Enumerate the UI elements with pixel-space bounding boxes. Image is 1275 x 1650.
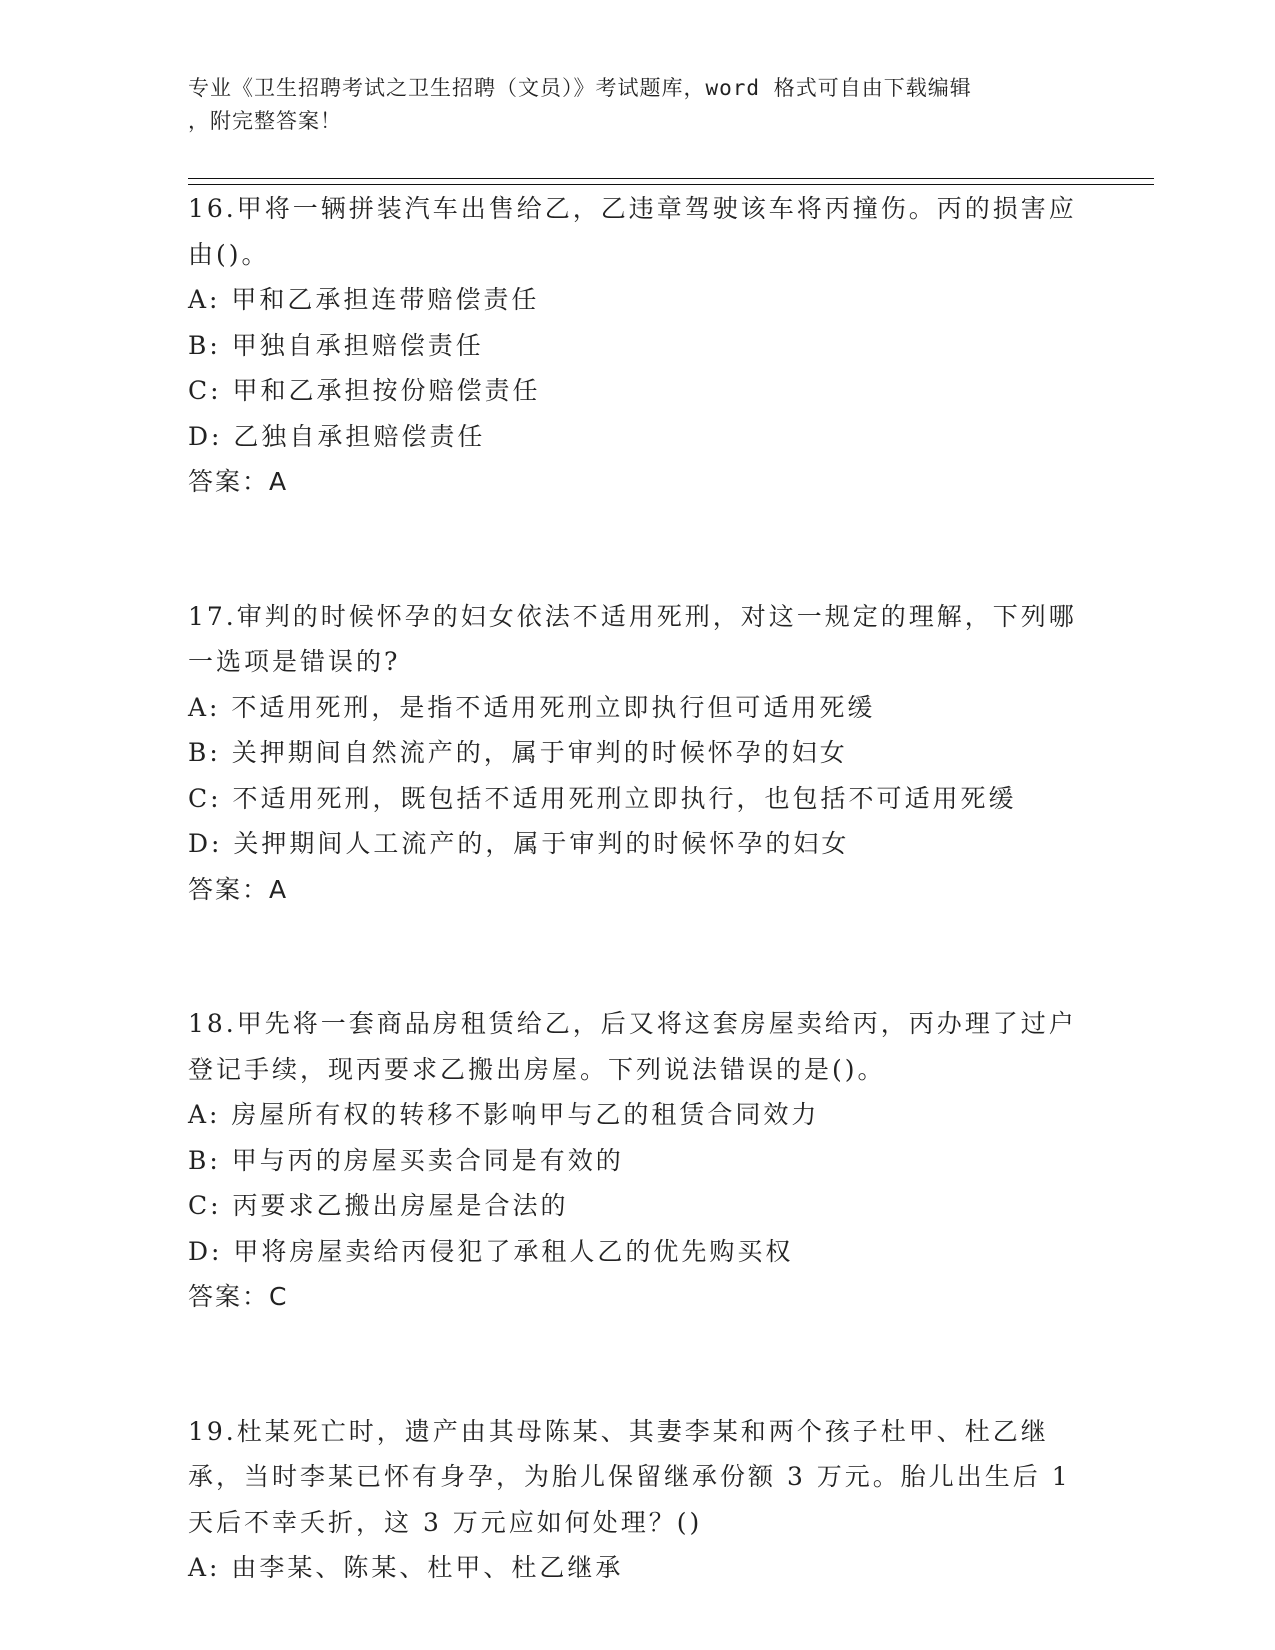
question-stem: 16.甲将一辆拼装汽车出售给乙，乙违章驾驶该车将丙撞伤。丙的损害应由()。 bbox=[188, 194, 1077, 269]
question-17 bbox=[188, 594, 1088, 913]
header-line-1: 专业《卫生招聘考试之卫生招聘（文员）》考试题库，word 格式可自由下载编辑 bbox=[188, 76, 972, 100]
option-c: C: 丙要求乙搬出房屋是合法的 bbox=[188, 1191, 569, 1220]
option-d: D: 乙独自承担赔偿责任 bbox=[188, 421, 486, 451]
question-stem: 17.审判的时候怀孕的妇女依法不适用死刑，对这一规定的理解，下列哪一选项是错误的? bbox=[188, 601, 1077, 676]
answer: 答案：A bbox=[188, 467, 289, 496]
document-header bbox=[188, 72, 1068, 138]
question-list bbox=[188, 186, 1088, 1591]
option-b: B: 关押期间自然流产的，属于审判的时候怀孕的妇女 bbox=[188, 738, 848, 767]
option-c: C: 甲和乙承担按份赔偿责任 bbox=[188, 376, 541, 405]
option-d: D: 关押期间人工流产的，属于审判的时候怀孕的妇女 bbox=[188, 829, 850, 858]
answer: 答案：A bbox=[188, 874, 289, 904]
option-a: A: 不适用死刑，是指不适用死刑立即执行但可适用死缓 bbox=[188, 692, 876, 722]
option-a: A: 由李某、陈某、杜甲、杜乙继承 bbox=[188, 1553, 624, 1582]
question-18 bbox=[188, 1001, 1088, 1320]
question-stem: 19.杜某死亡时，遗产由其母陈某、其妻李某和两个孩子杜甲、杜乙继承，当时李某已怀有身孕，为胎儿保留继承份额 3 万元。胎儿出生后 1 天后不幸夭折，这 3 万元应如何处理？() bbox=[188, 1416, 1071, 1537]
option-a: A: 房屋所有权的转移不影响甲与乙的租赁合同效力 bbox=[188, 1100, 820, 1129]
option-b: B: 甲与丙的房屋买卖合同是有效的 bbox=[188, 1145, 624, 1175]
question-16 bbox=[188, 186, 1088, 505]
header-line-2: ，附完整答案！ bbox=[188, 109, 342, 133]
answer: 答案：C bbox=[188, 1282, 289, 1311]
question-stem: 18.甲先将一套商品房租赁给乙，后又将这套房屋卖给丙，丙办理了过户登记手续，现丙要求乙搬出房屋。下列说法错误的是()。 bbox=[188, 1009, 1077, 1084]
question-19 bbox=[188, 1409, 1088, 1591]
option-a: A: 甲和乙承担连带赔偿责任 bbox=[188, 285, 540, 314]
header-divider-top bbox=[188, 178, 1154, 179]
option-b: B: 甲独自承担赔偿责任 bbox=[188, 330, 484, 360]
header-divider-bottom bbox=[188, 184, 1154, 185]
option-d: D: 甲将房屋卖给丙侵犯了承租人乙的优先购买权 bbox=[188, 1236, 794, 1266]
option-c: C: 不适用死刑，既包括不适用死刑立即执行，也包括不可适用死缓 bbox=[188, 783, 1017, 813]
